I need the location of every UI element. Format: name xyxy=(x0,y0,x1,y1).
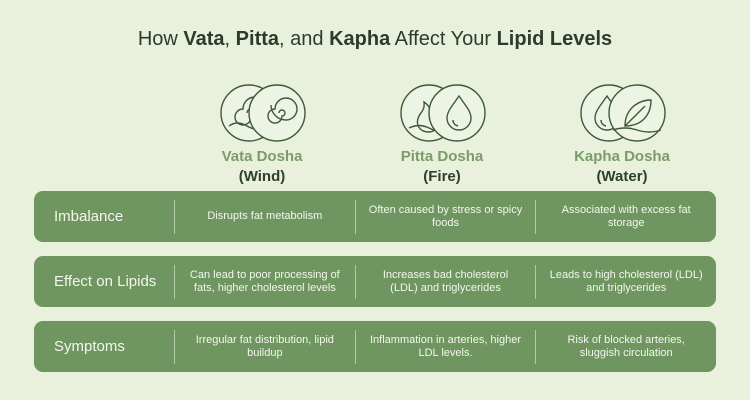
title-kapha: Kapha xyxy=(329,28,391,50)
title-text: , xyxy=(224,28,236,50)
dosha-name: Vata Dosha xyxy=(221,148,303,165)
kapha-icon-group xyxy=(577,82,667,144)
dosha-pitta xyxy=(362,82,522,185)
dosha-name: Kapha Dosha xyxy=(574,148,670,165)
spiral-icon xyxy=(249,85,305,141)
title-text: Affect Your xyxy=(390,28,497,50)
cell-kapha: Risk of blocked arteries, sluggish circulation xyxy=(535,330,716,364)
dosha-element: (Water) xyxy=(596,168,648,185)
cell-pitta: Often caused by stress or spicy foods xyxy=(355,200,536,234)
cell-pitta: Inflammation in arteries, higher LDL levels. xyxy=(355,330,536,364)
dosha-vata xyxy=(182,82,342,185)
title-vata: Vata xyxy=(183,28,225,50)
row-effect-on-lipids xyxy=(34,256,716,307)
cell-vata: Can lead to poor processing of fats, higher cholesterol levels xyxy=(174,265,355,299)
cell-vata: Irregular fat distribution, lipid buildup xyxy=(174,330,355,364)
pitta-icon-group xyxy=(397,82,487,144)
cell-pitta: Increases bad cholesterol (LDL) and triglycerides xyxy=(355,265,536,299)
title-pitta: Pitta xyxy=(235,28,280,50)
row-symptoms xyxy=(34,321,716,372)
dosha-element: (Wind) xyxy=(238,168,286,185)
cell-kapha: Associated with excess fat storage xyxy=(535,200,716,234)
row-imbalance xyxy=(34,191,716,242)
title-text: How xyxy=(137,28,184,50)
water-drop-icon xyxy=(429,85,485,141)
row-label: Symptoms xyxy=(54,337,125,355)
row-label: Effect on Lipids xyxy=(54,272,157,290)
leaf-icon xyxy=(609,85,665,141)
dosha-kapha xyxy=(542,82,702,185)
dosha-name: Pitta Dosha xyxy=(400,148,484,165)
page-title xyxy=(0,28,750,51)
title-lipid-levels: Lipid Levels xyxy=(496,28,613,50)
cell-vata: Disrupts fat metabolism xyxy=(174,200,355,234)
vata-icon-group xyxy=(217,82,307,144)
row-label: Imbalance xyxy=(54,207,124,225)
dosha-element: (Fire) xyxy=(423,168,461,185)
title-text: , and xyxy=(279,28,330,50)
cell-kapha: Leads to high cholesterol (LDL) and triglycerides xyxy=(535,265,716,299)
